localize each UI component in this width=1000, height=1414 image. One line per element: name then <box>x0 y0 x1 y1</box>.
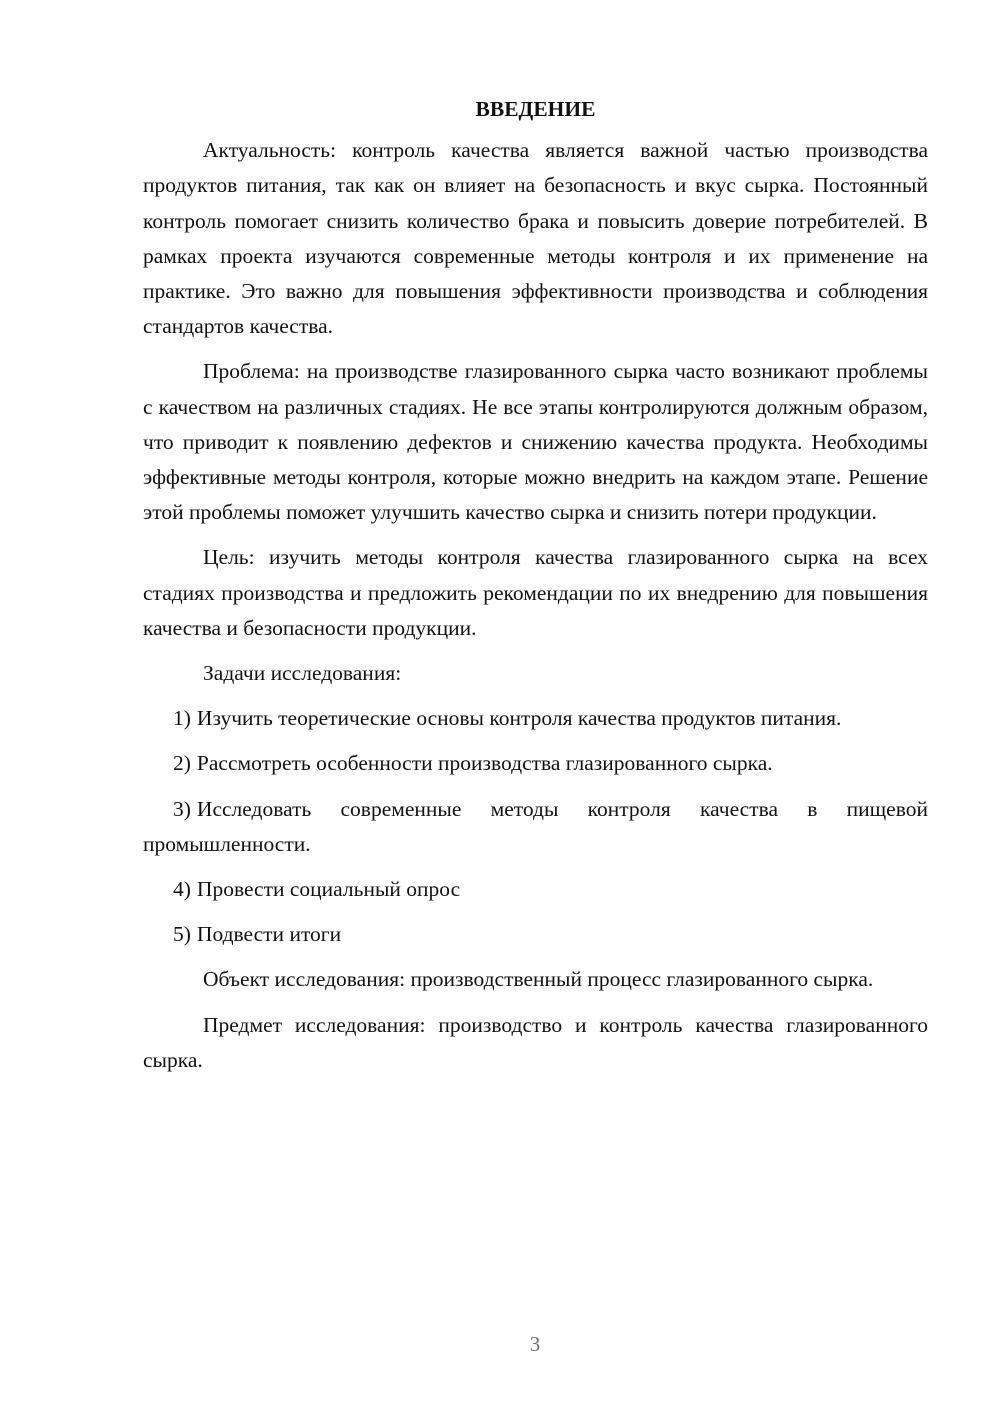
task-item <box>143 701 928 736</box>
tasks-heading: Задачи исследования: <box>203 661 402 686</box>
task-text: Подвести итоги <box>196 922 342 947</box>
task-item <box>143 746 928 781</box>
task-item <box>143 792 928 862</box>
object-paragraph: Объект исследования: производственный процесс глазированного сырка. <box>203 967 874 992</box>
relevance-paragraph: Актуальность: контроль качества является важной частью производства продуктов питания, так как он влияет на безопасность и вкус сырка. Постоянный контроль помогает снизить количество брака и повысить доверие потребителей. В рамках проекта изучаются современные методы контроля и их применение на практике. Это важно для повышения эффективности производства и соблюдения стандартов качества. <box>143 138 928 339</box>
task-number: 4) <box>173 877 191 902</box>
section-title: ВВЕДЕНИЕ <box>475 97 596 121</box>
task-number: 1) <box>173 706 191 731</box>
task-text: Изучить теоретические основы контроля качества продуктов питания. <box>196 706 842 731</box>
task-number: 3) <box>173 796 191 821</box>
goal-paragraph: Цель: изучить методы контроля качества глазированного сырка на всех стадиях производства и предложить рекомендации по их внедрению для повышения качества и безопасности продукции. <box>143 545 928 640</box>
page-number: 3 <box>529 1332 541 1356</box>
task-number: 5) <box>173 922 191 947</box>
task-text: Исследовать современные методы контроля качества в пищевой промышленности. <box>143 796 928 856</box>
problem-paragraph: Проблема: на производстве глазированного сырка часто возникают проблемы с качеством на различных стадиях. Не все этапы контролируются должным образом, что приводит к появлению дефектов и снижению качества продукта. Необходимы эффективные методы контроля, которые можно внедрить на каждом этапе. Решение этой проблемы поможет улучшить качество сырка и снизить потери продукции. <box>143 359 928 525</box>
task-number: 2) <box>173 751 191 776</box>
task-text: Рассмотреть особенности производства глазированного сырка. <box>196 751 773 776</box>
task-item <box>143 917 928 952</box>
task-item <box>143 872 928 907</box>
document-page <box>143 92 928 1088</box>
task-text: Провести социальный опрос <box>196 877 461 902</box>
subject-paragraph: Предмет исследования: производство и контроль качества глазированного сырка. <box>143 1012 928 1072</box>
